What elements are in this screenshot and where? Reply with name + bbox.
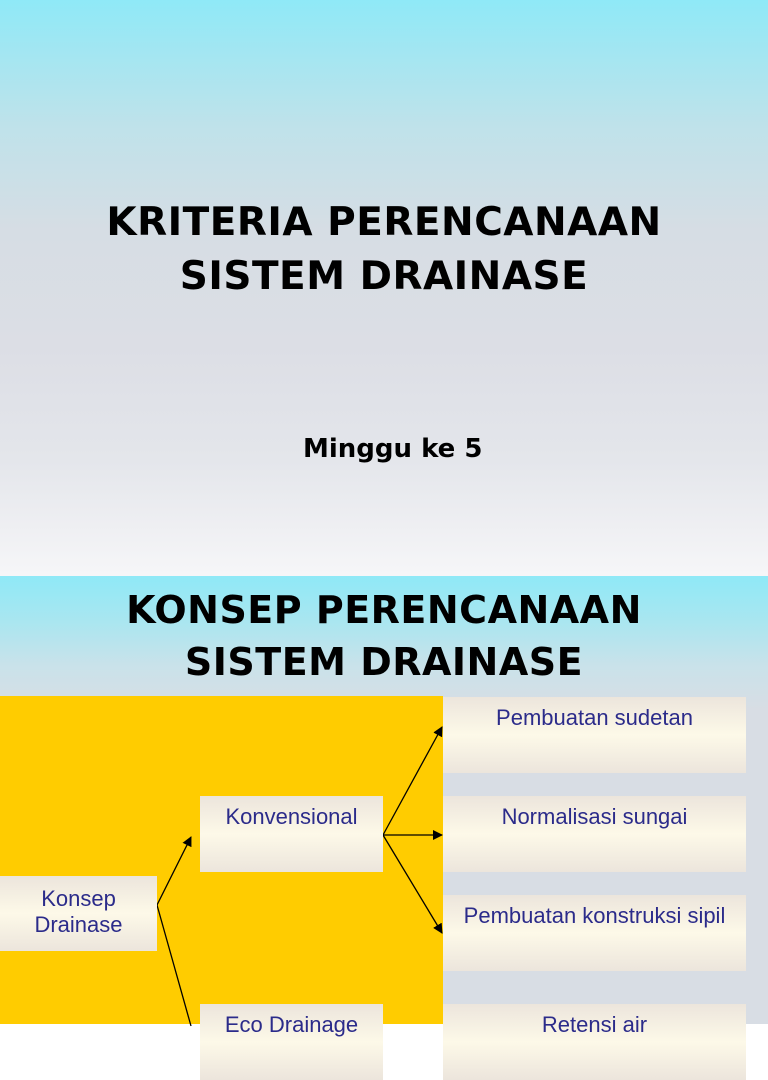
arrow-conventional-to-leaf-1 — [383, 727, 442, 835]
box-leaf-3 — [443, 895, 746, 971]
box-eco-drainage — [200, 1004, 383, 1080]
leaf-3-label: Pembuatan konstruksi sipil — [463, 903, 726, 928]
eco-drainage-label: Eco Drainage — [224, 1012, 359, 1037]
arrow-root-to-eco — [157, 905, 191, 1026]
concept-title-line-1: KONSEP PERENCANAAN — [126, 588, 642, 632]
leaf-4-label: Retensi air — [541, 1012, 648, 1037]
arrow-root-to-conventional — [157, 837, 191, 905]
box-leaf-1 — [443, 697, 746, 773]
slide-title-line-2: SISTEM DRAINASE — [179, 254, 589, 299]
root-label-line-1: Konsep — [41, 886, 116, 911]
arrow-conventional-to-leaf-3 — [383, 835, 442, 933]
slide-subtitle: Minggu ke 5 — [303, 434, 483, 464]
box-leaf-4 — [443, 1004, 746, 1080]
conventional-label: Konvensional — [225, 804, 358, 829]
box-leaf-2 — [443, 796, 746, 872]
root-label-line-2: Drainase — [34, 912, 123, 937]
concept-slide — [0, 576, 768, 1037]
slide-title-line-1: KRITERIA PERENCANAAN — [106, 200, 662, 245]
slide-title — [0, 196, 768, 304]
box-conventional — [200, 796, 383, 872]
leaf-1-label: Pembuatan sudetan — [496, 705, 693, 730]
concept-title-line-2: SISTEM DRAINASE — [184, 640, 584, 684]
leaf-2-label: Normalisasi sungai — [501, 804, 688, 829]
box-concept-root — [0, 876, 157, 951]
